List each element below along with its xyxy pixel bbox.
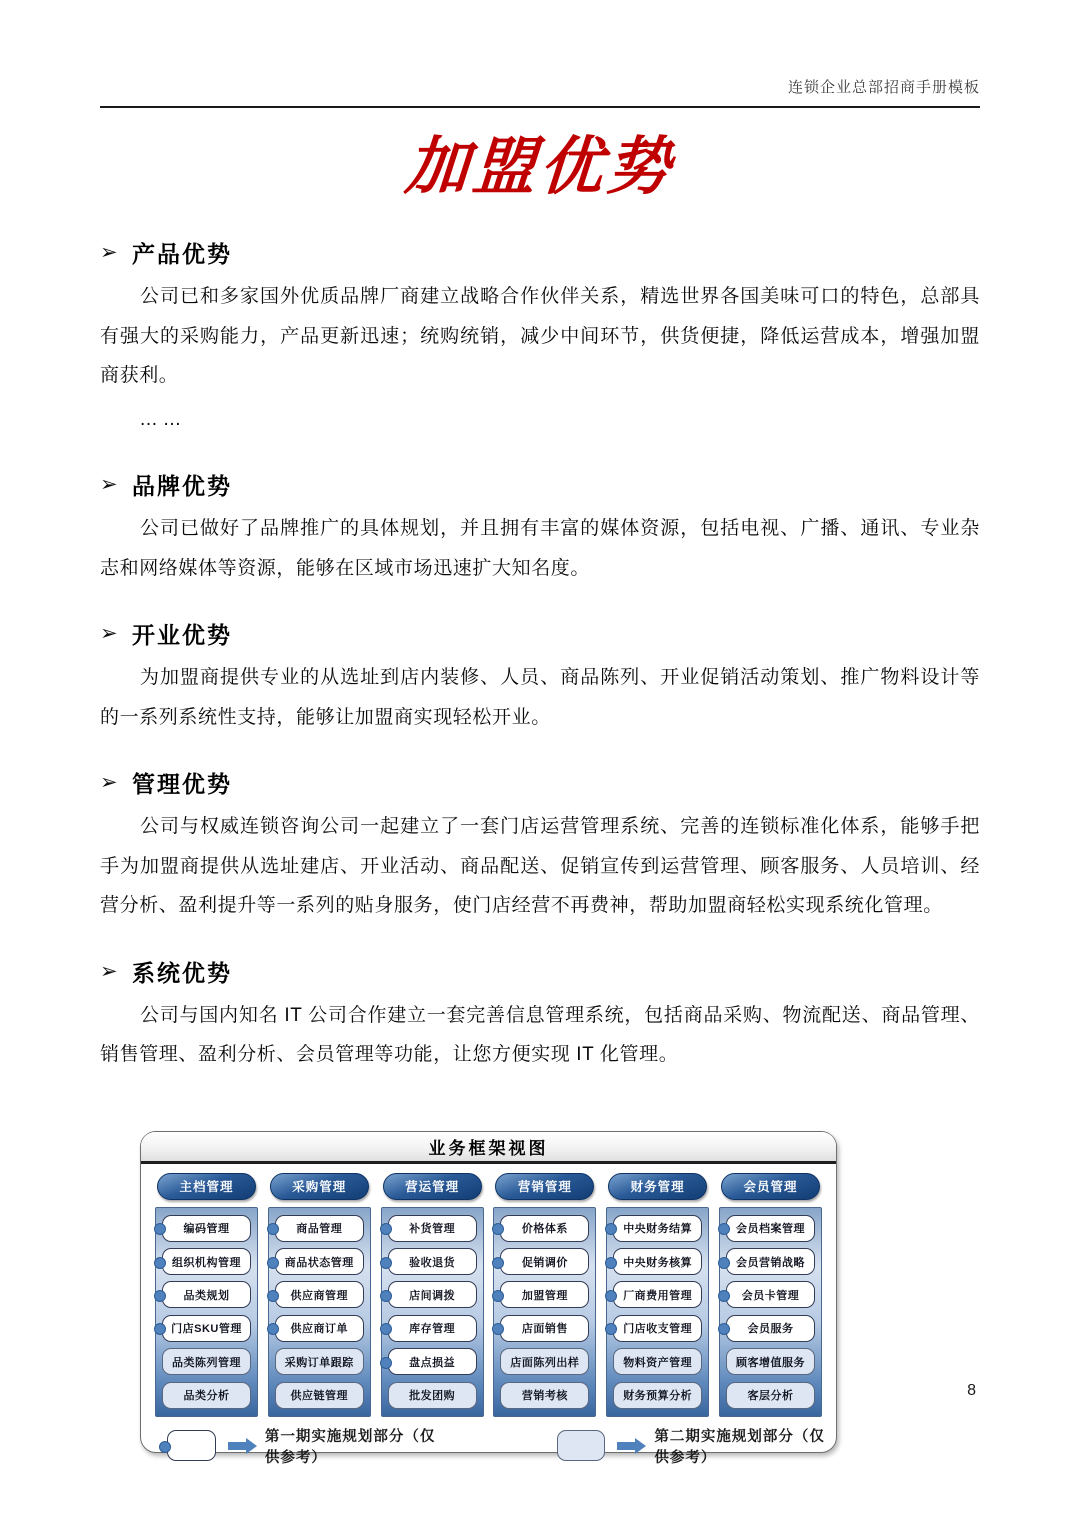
module-label: 供应链管理 [290,1390,349,1403]
module-box [275,1248,364,1275]
body-paragraph: 公司已和多家国外优质品牌厂商建立战略合作伙伴关系，精选世界各国美味可口的特色，总部具有强大的采购能力，产品更新迅速；统购统销，减少中间环节，供货便捷，降低运营成本，增强加盟商获利。 [100,286,980,387]
module-box [726,1348,815,1375]
column-panel [155,1207,258,1417]
module-label: 组织机构管理 [172,1256,241,1269]
legend-item [557,1425,837,1467]
module-box [726,1382,815,1409]
module-box [388,1348,477,1375]
module-box [275,1281,364,1308]
phase1-dot-icon [267,1223,279,1235]
body-paragraph: 公司已做好了品牌推广的具体规划，并且拥有丰富的媒体资源，包括电视、广播、通讯、专业杂志和网络媒体等资源，能够在区域市场迅速扩大知名度。 [100,518,980,579]
module-box [613,1281,702,1308]
section-heading-row [100,468,980,501]
module-label: 供应商订单 [290,1323,349,1336]
phase1-dot-icon [267,1290,279,1302]
body-paragraph: 公司与国内知名 IT 公司合作建立一套完善信息管理系统，包括商品采购、物流配送、商品管理、销售管理、盈利分析、会员管理等功能，让您方便实现 IT 化管理。 [100,1004,980,1066]
module-label: 会员卡管理 [741,1289,800,1302]
module-box [388,1281,477,1308]
section-heading: 产品优势 [132,241,232,267]
module-label: 供应商管理 [290,1289,349,1302]
phase1-dot-icon [154,1323,166,1335]
body-paragraph: ... ... [140,408,182,430]
legend-arrow-icon [228,1438,257,1454]
module-box [388,1315,477,1342]
module-label: 店面陈列出样 [510,1356,580,1369]
module-box [726,1248,815,1275]
phase1-dot-icon [492,1257,504,1269]
diagram-titlebar [141,1132,836,1164]
phase1-dot-icon [492,1290,504,1302]
section-heading: 系统优势 [132,959,232,986]
module-box [500,1382,589,1409]
column-header-pill: 财务管理 [608,1173,707,1200]
section [100,766,980,926]
diagram-column [719,1173,822,1417]
column-panel [268,1207,371,1417]
arrow-shaft [228,1442,246,1450]
module-box [275,1348,364,1375]
module-label: 批发团购 [409,1390,456,1403]
phase1-dot-icon [718,1323,730,1335]
phase1-dot-icon [380,1223,392,1235]
module-box [613,1382,702,1409]
body-paragraph: 为加盟商提供专业的从选址到店内装修、人员、商品陈列、开业促销活动策划、推广物料设计等的一系列系统性支持，能够让加盟商实现轻松开业。 [100,667,980,728]
doc-title: 连锁企业总部招商手册模板 [787,79,980,96]
section-heading-row [100,236,980,269]
phase1-dot-icon [380,1323,392,1335]
module-box [275,1215,364,1242]
legend-arrow-icon [617,1438,646,1454]
phase1-dot-icon [605,1257,617,1269]
phase1-dot-icon [605,1223,617,1235]
module-label: 促销调价 [521,1256,568,1269]
phase1-dot-icon [380,1257,392,1269]
module-box [162,1315,251,1342]
module-label: 营销考核 [521,1390,568,1403]
diagram-legend [141,1417,836,1467]
arrow-bullet-icon: ➢ [100,622,118,646]
section [100,468,980,588]
module-label: 品类分析 [183,1390,230,1403]
module-box [162,1215,251,1242]
module-label: 价格体系 [521,1223,568,1236]
module-box [726,1315,815,1342]
module-box [388,1215,477,1242]
legend-swatch [557,1430,606,1461]
module-label: 中央财务核算 [623,1256,693,1269]
legend-swatch [167,1430,216,1461]
module-box [162,1248,251,1275]
module-box [726,1281,815,1308]
module-box [613,1315,702,1342]
module-label: 库存管理 [409,1323,456,1336]
diagram-column [268,1173,371,1417]
section [100,236,980,439]
module-label: 门店收支管理 [623,1323,693,1336]
module-label: 门店SKU管理 [171,1323,242,1336]
phase1-dot-icon [380,1357,392,1369]
phase1-dot-icon [718,1290,730,1302]
section-heading-row [100,955,980,988]
module-label: 补货管理 [409,1223,456,1236]
legend-label: 第一期实施规划部分（仅供参考） [264,1428,436,1466]
section-heading: 开业优势 [132,622,232,649]
module-label: 盘点损益 [409,1356,456,1369]
module-label: 商品管理 [296,1223,343,1236]
column-panel [606,1207,709,1417]
phase1-dot-icon [718,1223,730,1235]
module-label: 品类规划 [183,1289,230,1302]
column-panel [719,1207,822,1417]
module-label: 会员服务 [747,1323,794,1336]
module-label: 编码管理 [183,1223,230,1236]
module-label: 顾客增值服务 [735,1356,805,1369]
module-label: 厂商费用管理 [623,1289,693,1302]
module-label: 商品状态管理 [284,1256,354,1269]
phase1-dot-icon [267,1323,279,1335]
module-box [162,1348,251,1375]
module-box [500,1248,589,1275]
phase1-dot-icon [154,1223,166,1235]
diagram-title: 业务框架视图 [428,1138,549,1158]
module-box [275,1382,364,1409]
module-box [613,1215,702,1242]
phase1-dot-icon [492,1223,504,1235]
module-box [500,1348,589,1375]
legend-label: 第二期实施规划部分（仅供参考） [654,1428,825,1466]
column-header-pill: 营运管理 [383,1173,482,1200]
column-panel [381,1207,484,1417]
module-label: 会员档案管理 [735,1223,805,1236]
phase1-dot-icon [605,1290,617,1302]
running-header [100,0,980,97]
module-label: 验收退货 [409,1256,456,1269]
section-heading-row [100,617,980,650]
arrow-shaft [617,1442,635,1450]
diagram-column [381,1173,484,1417]
diagram-columns [141,1164,836,1417]
module-box [388,1382,477,1409]
arrow-bullet-icon: ➢ [100,241,118,264]
section-heading-row [100,766,980,799]
module-label: 物料资产管理 [623,1356,693,1369]
column-header-pill: 会员管理 [721,1173,820,1200]
module-label: 财务预算分析 [623,1390,693,1403]
section [100,617,980,737]
arrow-head [635,1438,646,1454]
column-header-pill: 主档管理 [157,1173,256,1200]
module-label: 采购订单跟踪 [284,1356,354,1369]
module-label: 品类陈列管理 [172,1356,241,1369]
module-label: 中央财务结算 [623,1223,693,1236]
module-label: 店面销售 [521,1323,568,1336]
arrow-bullet-icon: ➢ [100,959,118,983]
business-framework-diagram [140,1131,837,1466]
section-heading: 品牌优势 [132,473,232,500]
module-box [500,1281,589,1308]
module-box [388,1248,477,1275]
phase1-dot-icon [718,1257,730,1269]
diagram-column [606,1173,709,1417]
column-panel [493,1207,596,1417]
arrow-bullet-icon: ➢ [100,473,118,497]
module-box [275,1315,364,1342]
phase1-dot-icon [154,1290,166,1302]
module-box [162,1382,251,1409]
legend-item [167,1425,447,1467]
body-paragraph: 公司与权威连锁咨询公司一起建立了一套门店运营管理系统、完善的连锁标准化体系，能够手把手为加盟商提供从选址建店、开业活动、商品配送、促销宣传到运营管理、顾客服务、人员培训、经营分析、盈利提升等一系列的贴身服务，使门店经营不再费神，帮助加盟商轻松实现系统化管理。 [100,816,980,917]
page-number: 8 [967,1382,976,1399]
module-box [726,1215,815,1242]
page-title: 加盟优势 [403,132,677,202]
module-box [500,1215,589,1242]
column-header-pill: 采购管理 [270,1173,369,1200]
phase1-dot-icon [154,1257,166,1269]
diagram-column [155,1173,258,1417]
arrow-bullet-icon: ➢ [100,771,118,795]
phase1-dot-icon [492,1323,504,1335]
module-label: 加盟管理 [521,1289,568,1302]
module-box [613,1348,702,1375]
column-header-pill: 营销管理 [495,1173,594,1200]
arrow-head [246,1438,257,1454]
module-box [162,1281,251,1308]
module-box [613,1248,702,1275]
module-label: 店间调拨 [409,1289,456,1302]
module-label: 客层分析 [747,1390,794,1403]
phase1-dot-icon [267,1257,279,1269]
section [100,955,980,1075]
sections [100,236,980,1075]
module-box [500,1315,589,1342]
diagram-column [493,1173,596,1417]
module-label: 会员营销战略 [735,1256,805,1269]
header-divider [100,106,980,108]
section-heading: 管理优势 [132,771,232,798]
phase1-dot-icon [380,1290,392,1302]
phase1-dot-icon [159,1441,171,1453]
phase1-dot-icon [605,1323,617,1335]
